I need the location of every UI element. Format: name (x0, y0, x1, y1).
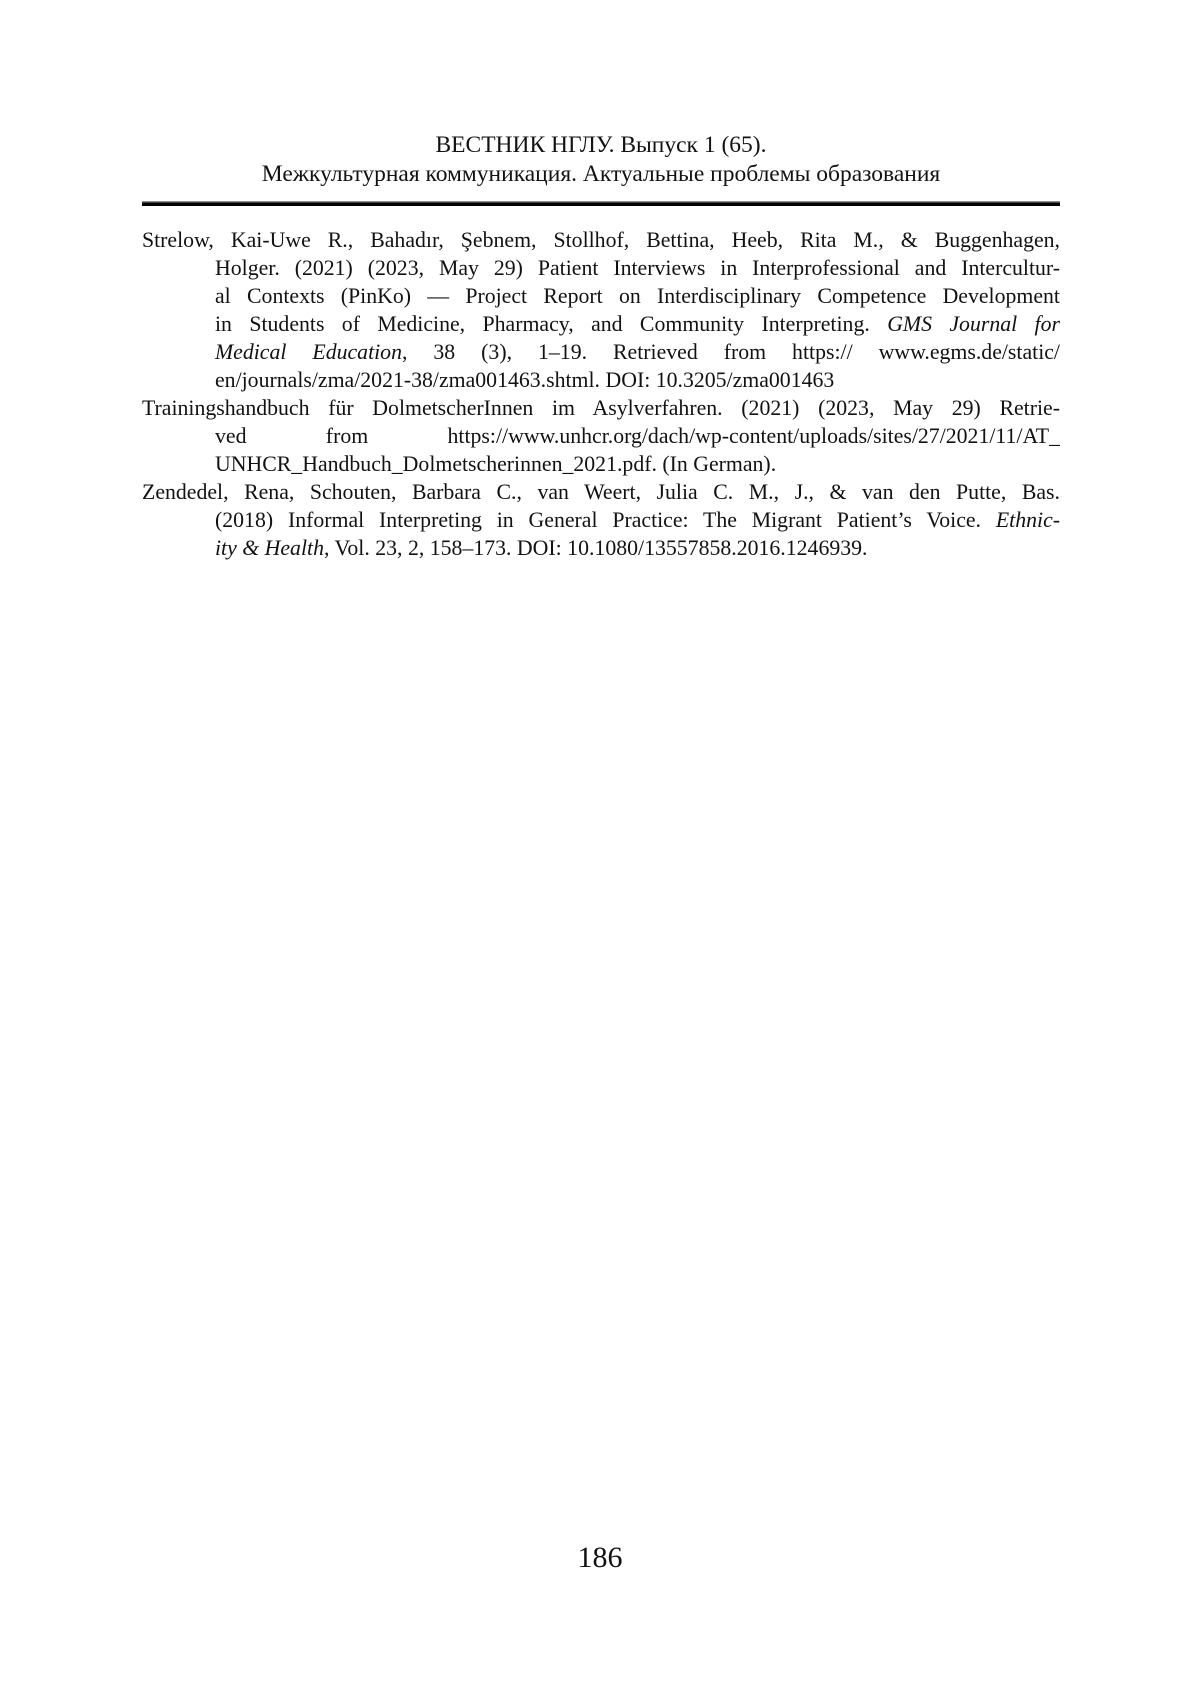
page-number: 186 (577, 1541, 623, 1574)
reference-line (142, 450, 1060, 478)
reference-line (142, 534, 1060, 562)
reference-line (142, 338, 1060, 366)
reference-text: Holger. (2021) (2023, May 29) Patient Interviews in Interprofessional and Intercultur- (215, 256, 1060, 280)
reference-text: Trainingshandbuch für DolmetscherInnen im Asylverfahren. (2021) (2023, May 29) Retrie- (142, 396, 1060, 420)
reference-line (142, 282, 1060, 310)
reference-line (142, 506, 1060, 534)
reference-line (142, 394, 1060, 422)
header-rule-divider (142, 201, 1060, 206)
journal-header-line-1: ВЕСТНИК НГЛУ. Выпуск 1 (65). (435, 132, 767, 158)
reference-text: ved from https://www.unhcr.org/dach/wp-content/uploads/sites/27/2021/11/AT_ (215, 424, 1060, 448)
reference-line (142, 254, 1060, 282)
references-list (142, 226, 1060, 562)
reference-line (142, 422, 1060, 450)
reference-text: in Students of Medicine, Pharmacy, and Community Interpreting. (215, 312, 888, 336)
reference-line (142, 226, 1060, 254)
reference-text-italic: GMS Journal for (887, 312, 1060, 336)
reference-text: Zendedel, Rena, Schouten, Barbara C., van Weert, Julia C. M., J., & van den Putte, Bas. (142, 480, 1060, 504)
reference-line (142, 366, 1060, 394)
journal-header (142, 131, 1060, 189)
reference-text: en/journals/zma/2021-38/zma001463.shtml. DOI: 10.3205/zma001463 (215, 368, 835, 392)
reference-text-italic: Medical Education (215, 340, 402, 364)
reference-text: al Contexts (PinKo) — Project Report on Interdisciplinary Competence Development (215, 284, 1060, 308)
reference-text: UNHCR_Handbuch_Dolmetscherinnen_2021.pdf. (In German). (215, 452, 777, 476)
page-content (142, 131, 1060, 562)
reference-text: (2018) Informal Interpreting in General Practice: The Migrant Patient’s Voice. (215, 508, 996, 532)
journal-header-line-2: Межкультурная коммуникация. Актуальные проблемы образования (261, 161, 941, 187)
reference-entry (142, 226, 1060, 394)
reference-entry (142, 394, 1060, 478)
reference-line (142, 310, 1060, 338)
reference-text-italic: ity & Health (215, 536, 324, 560)
reference-text: , 38 (3), 1–19. Retrieved from https:// www.egms.de/static/ (401, 340, 1060, 364)
reference-entry (142, 478, 1060, 562)
reference-text-italic: Ethnic- (995, 508, 1060, 532)
reference-text: Strelow, Kai-Uwe R., Bahadır, Şebnem, Stollhof, Bettina, Heeb, Rita M., & Buggenhagen, (142, 228, 1060, 252)
reference-line (142, 478, 1060, 506)
reference-text: , Vol. 23, 2, 158–173. DOI: 10.1080/13557858.2016.1246939. (323, 536, 868, 560)
